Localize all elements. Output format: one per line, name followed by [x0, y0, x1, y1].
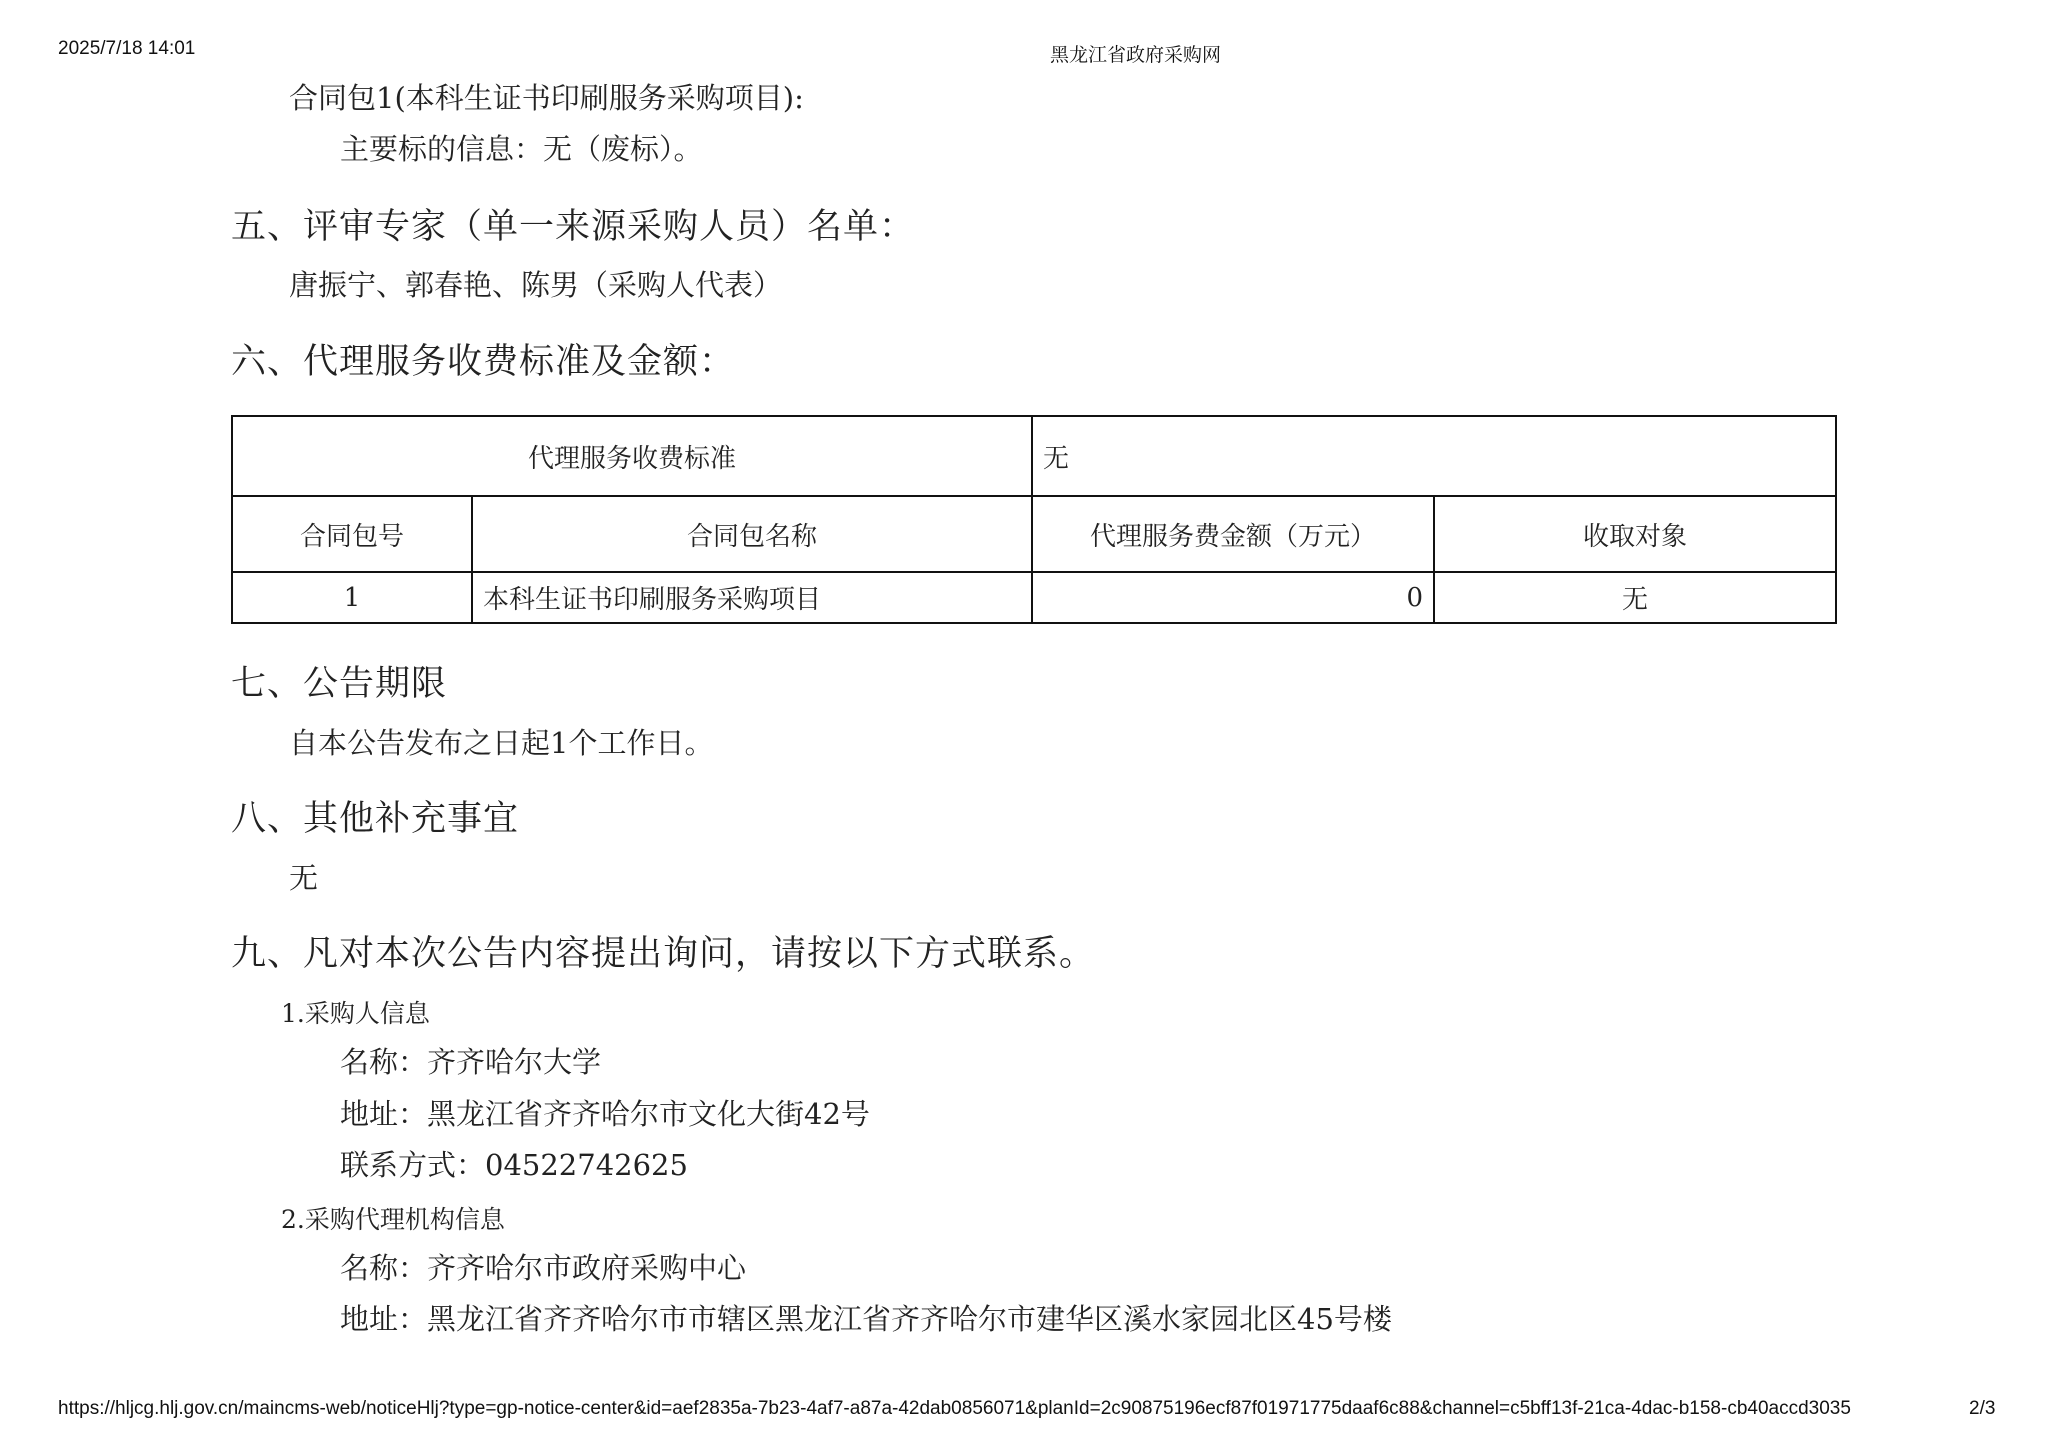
page-number: 2/3: [1969, 1398, 1996, 1419]
purchaser-name: 名称：齐齐哈尔大学: [340, 1045, 602, 1079]
cell-payer: 无: [1434, 572, 1836, 623]
page-url: https://hljcg.hlj.gov.cn/maincms-web/noticeHlj?type=gp-notice-center&id=aef2835a-7b23-4af7-a87a-42dab0856071&planId=2c90875196ecf87f01971775daaf6c88&channel=c5bff13f-21ca-4dac-b158-cb40accd3035: [58, 1398, 1851, 1419]
cell-package-no: 1: [232, 572, 472, 623]
contract-package-line: 合同包1(本科生证书印刷服务采购项目):: [289, 81, 804, 115]
section-8-body: 无: [289, 861, 319, 895]
fee-standard-label: 代理服务收费标准: [232, 416, 1032, 496]
section-6-title: 六、代理服务收费标准及金额：: [231, 342, 736, 382]
agency-name: 名称：齐齐哈尔市政府采购中心: [340, 1251, 747, 1285]
agency-heading: 2.采购代理机构信息: [281, 1205, 505, 1234]
fee-standard-row: [232, 416, 1836, 496]
section-7-title: 七、公告期限: [231, 664, 448, 704]
section-5-experts: 唐振宁、郭春艳、陈男（采购人代表）: [289, 268, 783, 302]
purchaser-heading: 1.采购人信息: [281, 999, 430, 1028]
fee-standard-value: 无: [1032, 416, 1836, 496]
header-fee-amount: 代理服务费金额（万元）: [1032, 496, 1434, 572]
header-package-name: 合同包名称: [472, 496, 1032, 572]
table-row: [232, 572, 1836, 623]
table-header-row: [232, 496, 1836, 572]
header-package-no: 合同包号: [232, 496, 472, 572]
main-bid-info: 主要标的信息：无（废标）。: [340, 132, 703, 166]
header-payer: 收取对象: [1434, 496, 1836, 572]
agency-address: 地址：黑龙江省齐齐哈尔市市辖区黑龙江省齐齐哈尔市建华区溪水家园北区45号楼: [340, 1302, 1392, 1336]
print-datetime: 2025/7/18 14:01: [58, 38, 196, 59]
section-9-title: 九、凡对本次公告内容提出询问，请按以下方式联系。: [231, 934, 1096, 974]
section-7-body: 自本公告发布之日起1个工作日。: [289, 726, 714, 760]
cell-fee-amount: 0: [1032, 572, 1434, 623]
agency-fee-table: [231, 415, 1837, 624]
section-8-title: 八、其他补充事宜: [231, 799, 520, 839]
cell-package-name: 本科生证书印刷服务采购项目: [472, 572, 1032, 623]
site-title: 黑龙江省政府采购网: [1050, 45, 1222, 66]
section-5-title: 五、评审专家（单一来源采购人员）名单：: [231, 207, 916, 247]
purchaser-contact: 联系方式：04522742625: [340, 1148, 688, 1182]
purchaser-address: 地址：黑龙江省齐齐哈尔市文化大街42号: [340, 1097, 870, 1131]
